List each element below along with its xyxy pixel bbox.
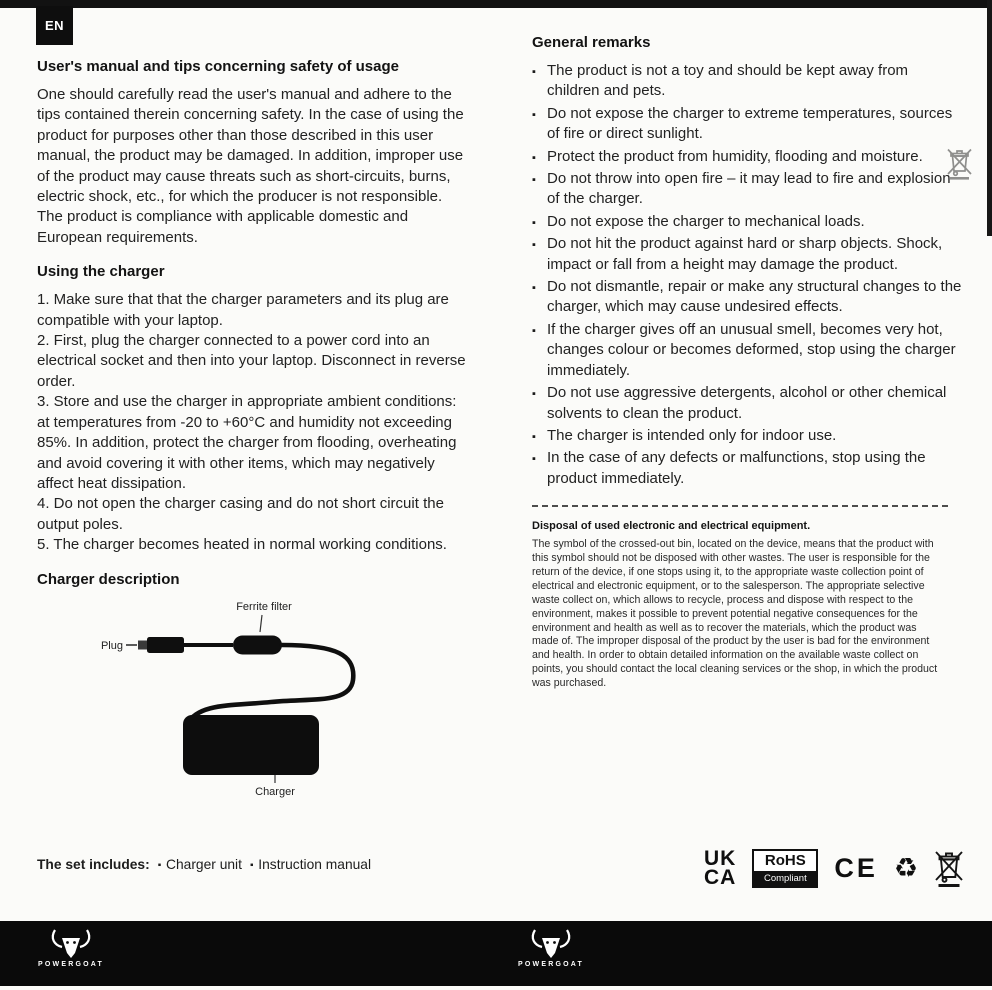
goat-icon [48, 928, 94, 960]
general-remarks-list [532, 61, 962, 489]
general-remarks-heading: General remarks [532, 34, 651, 51]
general-remark-item: ▪ Do not dismantle, repair or make any structural changes to the charger, which may cause undesired effects. [532, 277, 962, 318]
general-remark-item: ▪ The product is not a toy and should be kept away from children and pets. [532, 61, 962, 102]
general-remark-item: ▪ Do not use aggressive detergents, alcohol or other chemical solvents to clean the product. [532, 383, 962, 424]
brand-logo [518, 928, 584, 968]
ukca-mark [704, 846, 737, 889]
right-edge-bar [987, 0, 992, 236]
rohs-compliant-label: Compliant [754, 871, 816, 886]
general-remark-item: ▪ The charger is intended only for indoor use. [532, 426, 962, 446]
ferrite-filter-graphic [233, 635, 282, 654]
disposal-heading: Disposal of used electronic and electrical equipment. [532, 520, 811, 533]
dashed-divider [532, 505, 948, 507]
safety-heading: User's manual and tips concerning safety of usage [37, 58, 399, 75]
charger-label: Charger [255, 785, 295, 798]
ukca-line2: CA [704, 866, 737, 889]
charger-description-heading: Charger description [37, 570, 180, 588]
general-remark-item: ▪ In the case of any defects or malfunctions, stop using the product immediately. [532, 448, 962, 489]
rohs-label: RoHS [764, 851, 806, 869]
usage-step: 1. Make sure that that the charger parameters and its plug are compatible with your laptop. [37, 291, 449, 329]
plug-body-graphic [147, 637, 184, 653]
charger-brick-graphic [183, 715, 319, 775]
usage-step: 5. The charger becomes heated in normal working conditions. [37, 536, 447, 554]
general-remark-item: ▪ Do not hit the product against hard or sharp objects. Shock, impact or fall from a height may damage the product. [532, 234, 962, 275]
right-column [532, 34, 962, 691]
general-remark-item: ▪ Do not throw into open fire – it may lead to fire and explosion of the charger. [532, 169, 962, 210]
rohs-mark [752, 849, 818, 888]
set-includes-item: ▪ Charger unit [158, 857, 242, 872]
set-includes-item: ▪ Instruction manual [250, 857, 371, 872]
usage-step: 3. Store and use the charger in appropriate ambient conditions: at temperatures from -20 to +60°C and humidity not exceeding 85%. In addition, protect the charger from flooding, overheating and avoid covering it with other items, which may negatively affect heat dissipation. [37, 393, 457, 492]
general-remark-item: ▪ If the charger gives off an unusual smell, becomes very hot, changes colour or becomes deformed, stop using the charger immediately. [532, 320, 962, 381]
charger-diagram [79, 598, 429, 798]
ferrite-filter-label: Ferrite filter [236, 600, 292, 613]
ukca-line1: UK [704, 846, 737, 870]
recycle-icon: ♻ [893, 852, 919, 883]
footer-bar [0, 921, 992, 986]
safety-body-text: One should carefully read the user's manual and adhere to the tips contained therein concerning safety. In the case of using the product for purposes other than those described in this user manual, the product may be damaged. In addition, improper use of the product may cause threats such as short-circuits, burns, electric shock, etc., for which the producer is not responsible. The product is compliance with applicable domestic and European requirements. [37, 86, 464, 246]
general-remark-item: ▪ Do not expose the charger to mechanical loads. [532, 212, 962, 232]
general-remark-item: ▪ Do not expose the charger to extreme temperatures, sources of fire or direct sunlight. [532, 104, 962, 145]
brand-name: POWERGOAT [38, 961, 104, 968]
disposal-body-text: The symbol of the crossed-out bin, located on the device, means that the product with this symbol should not be disposed with other wastes. The user is responsible for the return of the device, if one stops using it, to the appropriate waste collection point of electrical and electronic equipment, or to the salesperson. The appropriate selective waste collect on, which allows to recycle, process and dispose with respect to the environment, makes it possible to prevent potential negative consequences for the environment and health as well as to recover the materials, which the product was made of. The improper disposal of the product by the user is bad for the environment and health. In order to obtain detailed information on the available waste collect on points, you should contact the local cleaning services or the shop, in which the product was purchased. [532, 538, 938, 690]
crossed-bin-icon [934, 848, 964, 888]
goat-icon [528, 928, 574, 960]
usage-step: 2. First, plug the charger connected to a power cord into an electrical socket and then into your laptop. Disconnect in reverse order. [37, 332, 466, 390]
plug-tip-graphic [138, 640, 147, 649]
brand-logo [38, 928, 104, 968]
set-includes-line [37, 857, 371, 872]
left-column [37, 58, 470, 798]
plug-label: Plug [100, 639, 123, 652]
language-badge: EN [36, 6, 73, 45]
ferrite-leader-line [260, 615, 262, 632]
brand-name: POWERGOAT [518, 961, 584, 968]
using-charger-heading: Using the charger [37, 263, 165, 281]
general-remark-item: ▪ Protect the product from humidity, flooding and moisture. [532, 147, 962, 167]
usage-step: 4. Do not open the charger casing and do not short circuit the output poles. [37, 495, 444, 533]
ce-mark: CE [834, 852, 878, 883]
cable-loop [187, 645, 353, 724]
top-edge-bar [0, 0, 992, 8]
set-includes-label: The set includes: [37, 857, 150, 872]
compliance-marks [704, 845, 964, 891]
